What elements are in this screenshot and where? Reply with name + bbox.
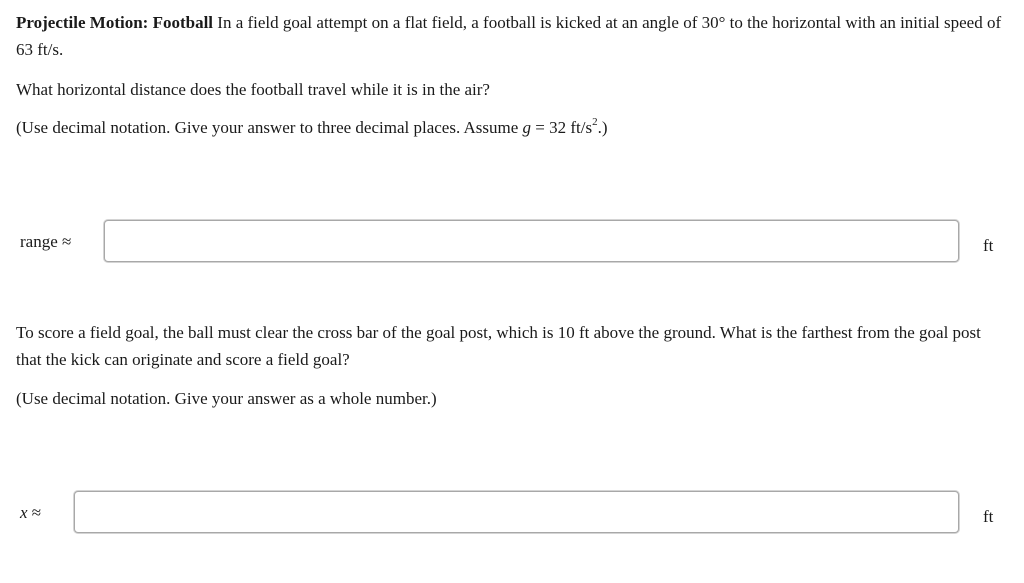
- range-unit: ft: [983, 236, 994, 255]
- x-variable: x: [20, 503, 28, 522]
- x-unit: ft: [983, 507, 994, 526]
- range-label: range ≈: [20, 232, 72, 251]
- x-input[interactable]: [74, 491, 959, 533]
- instructions-2: (Use decimal notation. Give your answer as a whole number.): [16, 389, 437, 408]
- problem-title: Projectile Motion: Football: [16, 13, 214, 32]
- question-1: What horizontal distance does the football travel while it is in the air?: [16, 80, 490, 99]
- instructions-1-suffix: .): [597, 118, 608, 137]
- exponent: 2: [592, 116, 598, 129]
- instructions-1: [16, 114, 1008, 141]
- gravity-variable: g: [522, 118, 532, 137]
- problem-intro-text: In a field goal attempt on a flat field, a football is kicked at an angle of 30° to the horizontal with an initial speed of 63 ft/s.: [16, 13, 1002, 59]
- problem-intro: [16, 9, 1008, 63]
- range-input[interactable]: [104, 220, 959, 262]
- answer-row-x: [0, 491, 1024, 537]
- x-approx-symbol: ≈: [27, 503, 42, 522]
- x-label: [20, 503, 41, 523]
- answer-row-range: [0, 220, 1024, 266]
- instructions-1-prefix: (Use decimal notation. Give your answer to three decimal places. Assume: [16, 118, 523, 137]
- question-2: To score a field goal, the ball must clear the cross bar of the goal post, which is 10 ft above the ground. What is the farthest from the goal post that the kick can originate and score a field goal?: [16, 323, 981, 369]
- instructions-1-equals: = 32 ft/s: [531, 118, 593, 137]
